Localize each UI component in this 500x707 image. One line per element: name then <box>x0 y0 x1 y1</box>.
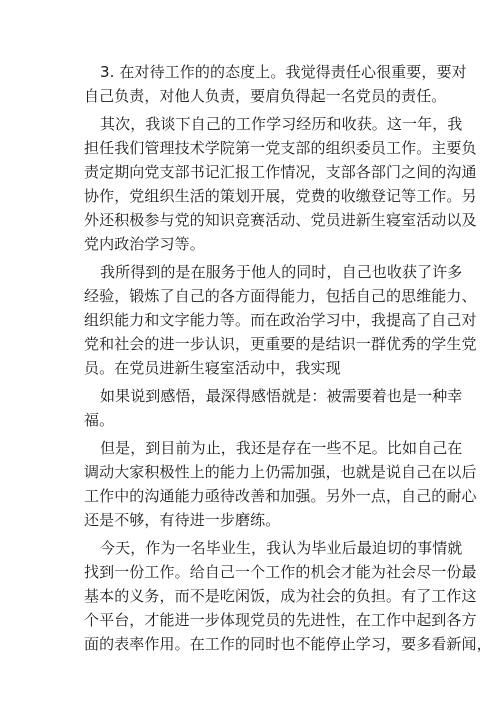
text-line: 其次，我谈下自己的工作学习经历和收获。这一年，我 <box>100 115 463 133</box>
text-line: 个平台，才能进一步体现党员的先进性，在工作中起到各方 <box>84 611 477 629</box>
text-line: 调动大家积极性上的能力上仍需加强，也就是说自己在以后 <box>84 463 477 481</box>
text-line: 组织能力和文字能力等。而在政治学习中，我提高了自己对 <box>84 311 477 329</box>
text-line: 还是不够，有待进一步磨练。 <box>84 511 281 529</box>
text-line: 我所得到的是在服务于他人的同时，自己也收获了许多 <box>100 263 463 281</box>
text-line: 党内政治学习等。 <box>84 235 205 253</box>
text-line: 协作，党组织生活的策划开展，党费的收缴登记等工作。另 <box>84 187 477 205</box>
paragraph-shortcomings <box>84 436 477 532</box>
paragraph-reflection <box>84 384 463 432</box>
paragraph-gains <box>84 260 477 380</box>
text-line: 福。 <box>84 411 115 429</box>
text-line: 面的表率作用。在工作的同时也不能停止学习，要多看新闻， <box>84 635 492 653</box>
text-line: 但是，到目前为止，我还是存在一些不足。比如自己在 <box>100 439 463 457</box>
text-line: 今天，作为一名毕业生，我认为毕业后最迫切的事情就 <box>100 539 463 557</box>
text-line: 基本的义务，而不是吃闲饭，成为社会的负担。有了工作这 <box>84 587 477 605</box>
text-line: 如果说到感悟，最深得感悟就是：被需要着也是一种幸 <box>100 387 463 405</box>
text-line: 党和社会的进一步认识，更重要的是结识一群优秀的学生党 <box>84 335 477 353</box>
paragraph-attitude <box>84 60 467 108</box>
text-line: 员。在党员进新生寝室活动中，我实现 <box>84 359 341 377</box>
text-line: 担任我们管理技术学院第一党支部的组织委员工作。主要负 <box>84 139 477 157</box>
paragraph-experience <box>84 112 477 256</box>
text-line: 找到一份工作。给自己一个工作的机会才能为社会尽一份最 <box>84 563 477 581</box>
text-line: 责定期向党支部书记汇报工作情况，支部各部门之间的沟通 <box>84 163 477 181</box>
text-line: 自己负责，对他人负责，要肩负得起一名党员的责任。 <box>84 87 447 105</box>
text-line: 3. 在对待工作的的态度上。我觉得责任心很重要，要对 <box>100 63 467 81</box>
text-line: 外还积极参与党的知识竞赛活动、党员进新生寝室活动以及 <box>84 211 477 229</box>
text-line: 经验，锻炼了自己的各方面得能力，包括自己的思维能力、 <box>84 287 477 305</box>
text-line: 工作中的沟通能力亟待改善和加强。另外一点，自己的耐心 <box>84 487 477 505</box>
paragraph-graduation <box>84 536 492 656</box>
document-body <box>84 60 492 660</box>
